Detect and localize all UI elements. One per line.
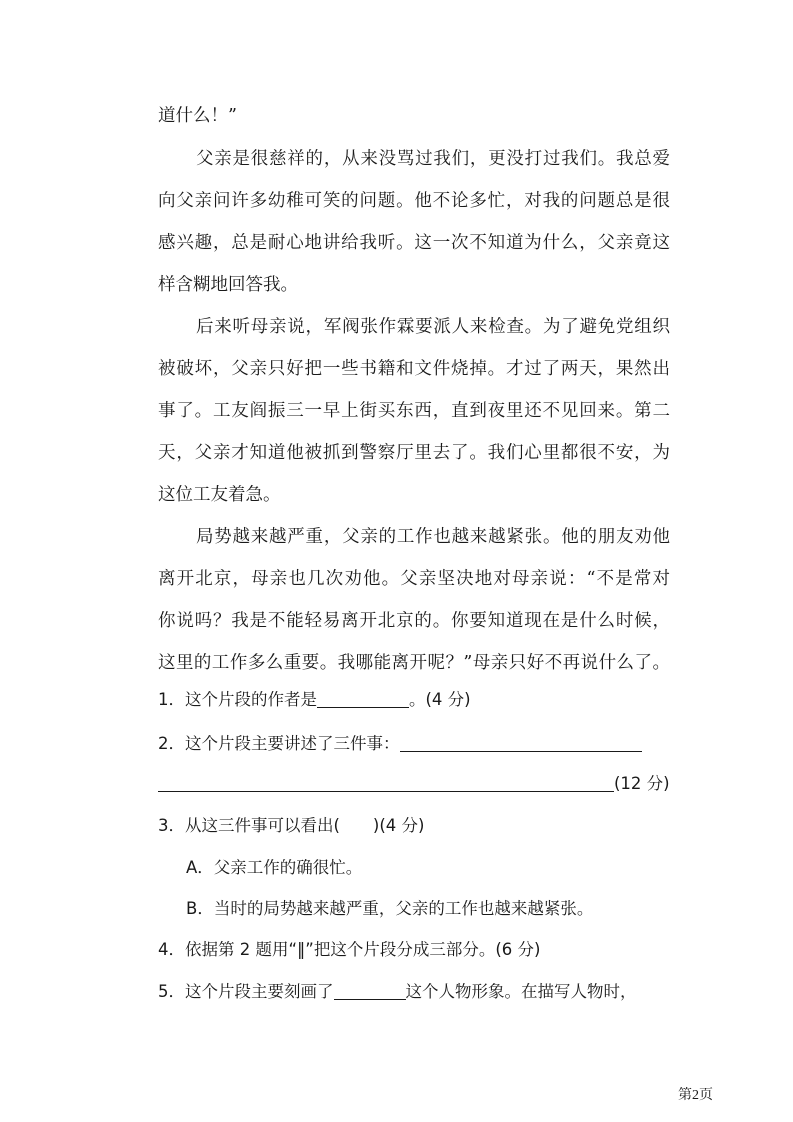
passage-line: 天，父亲才知道他被抓到警察厅里去了。我们心里都很不安，为 [158, 443, 670, 463]
passage-line: 这里的工作多么重要。我哪能离开呢？”母亲只好不再说什么了。 [158, 653, 670, 673]
passage-line: 感兴趣，总是耐心地讲给我听。这一次不知道为什么，父亲竟这 [158, 233, 670, 253]
passage-line: 被破坏，父亲只好把一些书籍和文件烧掉。才过了两天，果然出 [158, 359, 670, 379]
question-5-text-continued: 这个人物形象。在描写人物时， [405, 982, 637, 1001]
question-2-answer-blank-1[interactable] [400, 733, 642, 752]
question-2-text: 2．这个片段主要讲述了三件事： [158, 734, 400, 753]
question-2-answer-blank-2[interactable] [158, 773, 614, 792]
passage-line: 你说吗？我是不能轻易离开北京的。你要知道现在是什么时候， [158, 611, 670, 631]
question-2 [158, 732, 670, 756]
question-5 [158, 980, 670, 1004]
passage-line: 局势越来越严重，父亲的工作也越来越紧张。他的朋友劝他 [196, 527, 670, 547]
page-number: 第2页 [678, 1088, 713, 1103]
passage-line: 后来听母亲说，军阀张作霖要派人来检查。为了避免党组织 [196, 317, 670, 337]
question-2-score: (12 分) [614, 774, 670, 793]
passage-line: 离开北京，母亲也几次劝他。父亲坚决地对母亲说：“不是常对 [158, 569, 670, 589]
question-5-answer-blank[interactable] [334, 981, 406, 1000]
passage-line: 向父亲问许多幼稚可笑的问题。他不论多忙，对我的问题总是很 [158, 191, 670, 211]
question-1 [158, 688, 670, 712]
question-5-text: 5．这个片段主要刻画了 [158, 982, 334, 1001]
passage-line: 父亲是很慈祥的，从来没骂过我们，更没打过我们。我总爱 [196, 149, 670, 169]
question-4: 4．依据第 2 题用“‖”把这个片段分成三部分。(6 分) [158, 940, 541, 959]
passage-line: 样含糊地回答我。 [158, 275, 298, 295]
passage-line: 这位工友着急。 [158, 485, 281, 505]
question-3: 3．从这三件事可以看出( )(4 分) [158, 816, 425, 835]
question-1-score: 。(4 分) [409, 690, 471, 709]
question-1-answer-blank[interactable] [317, 689, 409, 708]
question-3-option-a: A．父亲工作的确很忙。 [186, 858, 363, 877]
question-3-option-b: B．当时的局势越来越严重，父亲的工作也越来越紧张。 [186, 899, 594, 918]
passage-line: 道什么！” [158, 106, 237, 126]
question-1-text: 1．这个片段的作者是 [158, 690, 317, 709]
question-2-continued [158, 772, 670, 796]
passage-line: 事了。工友阎振三一早上街买东西，直到夜里还不见回来。第二 [158, 401, 670, 421]
